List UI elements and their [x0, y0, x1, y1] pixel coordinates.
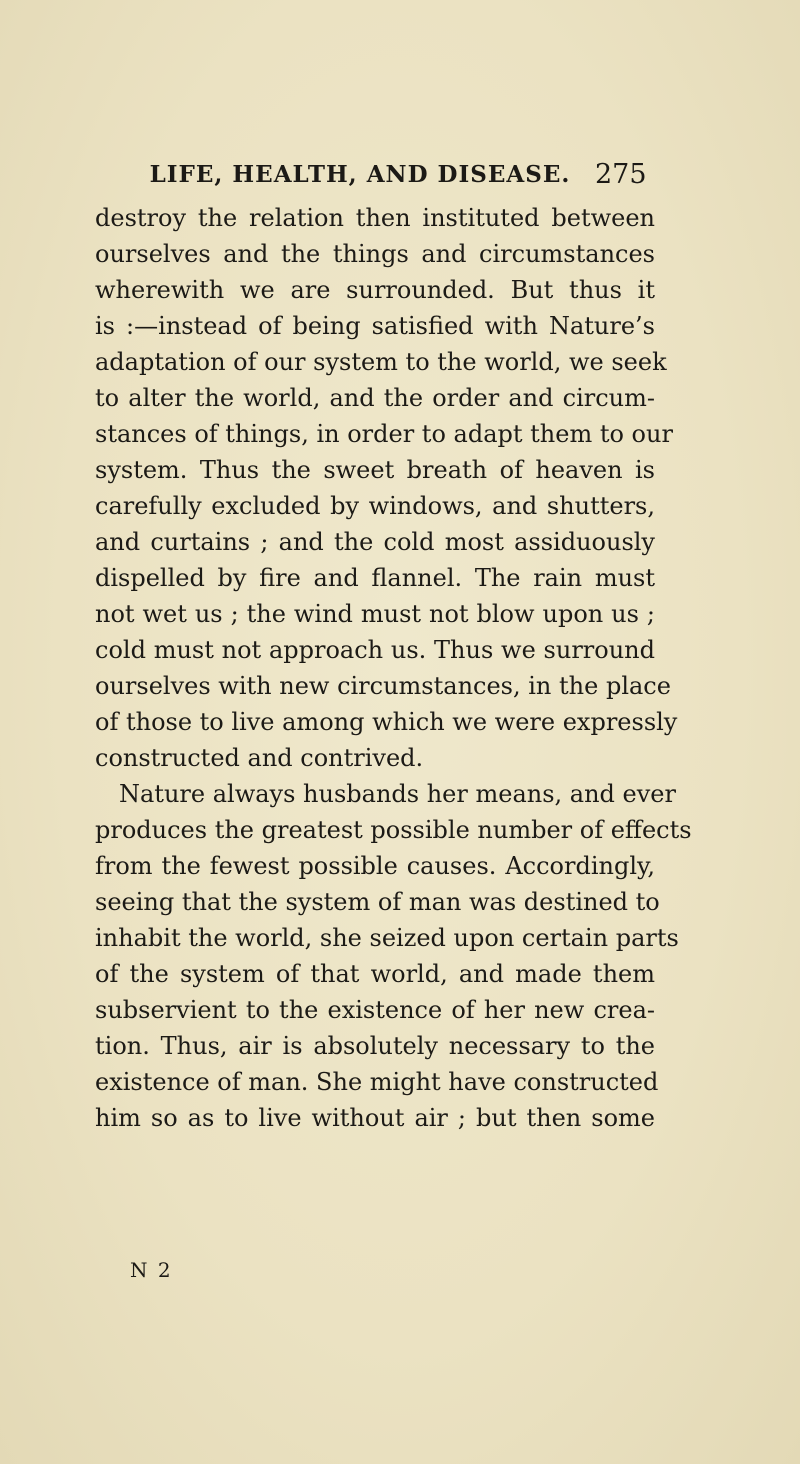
signature-mark: N 2 — [130, 1258, 173, 1282]
text-line: and curtains ; and the cold most assiduously — [95, 528, 655, 556]
text-line: from the fewest possible causes. Accordingly, — [95, 852, 655, 880]
paragraph-start-line: Nature always husbands her means, and ever — [119, 780, 676, 808]
running-head — [0, 155, 800, 195]
paragraph-end-line: constructed and contrived. — [95, 744, 424, 772]
text-line: him so as to live without air ; but then some — [95, 1104, 655, 1132]
text-line: inhabit the world, she seized upon certain parts — [95, 924, 679, 952]
text-line: of those to live among which we were expressly — [95, 708, 678, 736]
text-line: carefully excluded by windows, and shutters, — [95, 492, 655, 520]
text-line: stances of things, in order to adapt them to our — [95, 420, 673, 448]
text-line: ourselves and the things and circumstances — [95, 240, 655, 268]
text-line: wherewith we are surrounded. But thus it — [95, 276, 655, 304]
text-line: adaptation of our system to the world, we seek — [95, 348, 667, 376]
text-line: of the system of that world, and made them — [95, 960, 655, 988]
text-line: cold must not approach us. Thus we surround — [95, 636, 655, 664]
text-line: system. Thus the sweet breath of heaven is — [95, 456, 655, 484]
text-line: produces the greatest possible number of effects — [95, 816, 692, 844]
text-line: not wet us ; the wind must not blow upon us ; — [95, 600, 655, 628]
page-number: 275 — [595, 159, 647, 190]
text-line: subservient to the existence of her new crea- — [95, 996, 655, 1024]
text-line: existence of man. She might have constructed — [95, 1068, 659, 1096]
text-line: seeing that the system of man was destined to — [95, 888, 660, 916]
body-text — [95, 200, 692, 1136]
text-line: ourselves with new circumstances, in the place — [95, 672, 671, 700]
text-line: is :—instead of being satisfied with Nature’s — [95, 312, 655, 340]
text-line: destroy the relation then instituted between — [95, 204, 655, 232]
text-line: tion. Thus, air is absolutely necessary to the — [95, 1032, 655, 1060]
text-line: dispelled by fire and flannel. The rain must — [95, 564, 655, 592]
text-line: to alter the world, and the order and circum- — [95, 384, 655, 412]
running-title: LIFE, HEALTH, AND DISEASE. — [149, 161, 571, 188]
